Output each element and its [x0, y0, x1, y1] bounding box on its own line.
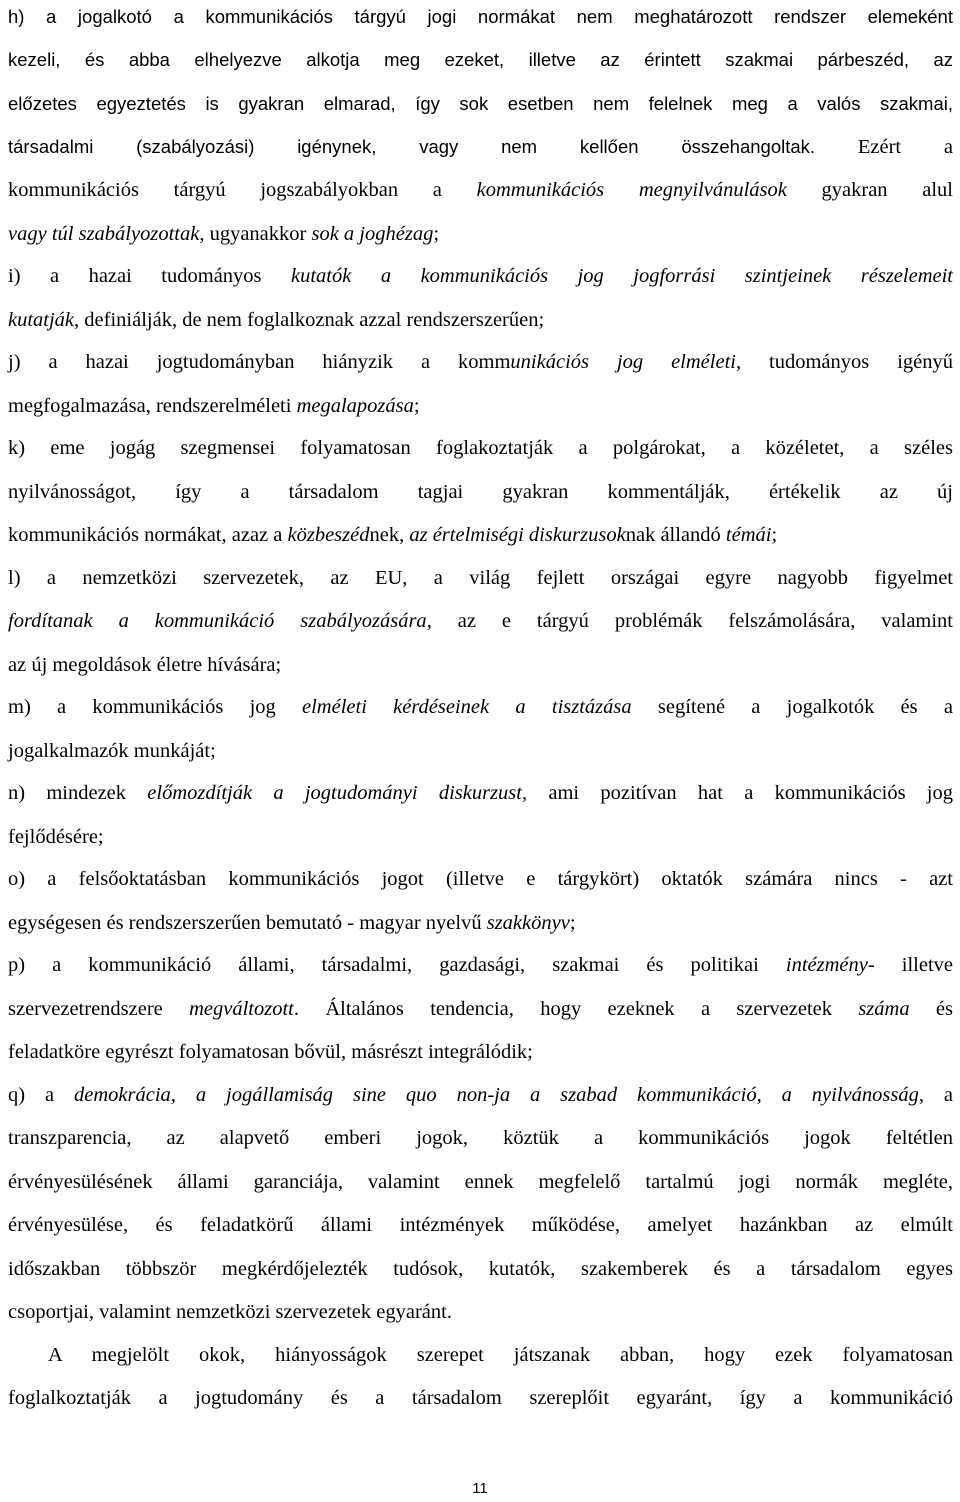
text-line: [8, 1257, 953, 1281]
text-line: [8, 480, 953, 504]
text-run: o) a felsőoktatásban kommunikációs jogot (illetve e tárgykört) oktatók számára nincs - azt: [8, 868, 953, 890]
text-line: [8, 1126, 953, 1150]
italic-text: témái: [725, 524, 772, 546]
text-line: [8, 436, 953, 460]
page-number: 11: [472, 1480, 488, 1497]
text-run: j) a hazai jogtudományban hiányzik a komm: [8, 351, 511, 373]
italic-text: intézmény: [785, 954, 868, 976]
text-run: érvényesülésének állami garanciája, valamint ennek megfelelő tartalmú jogi normák megléte,: [8, 1171, 953, 1193]
text-line: [8, 953, 953, 977]
text-line: [8, 653, 953, 677]
italic-text: száma: [858, 998, 910, 1020]
text-run: m) a kommunikációs jog: [8, 696, 303, 718]
text-line: [8, 92, 953, 116]
text-run: , az e tárgyú problémák felszámolására, valamint: [426, 610, 954, 632]
italic-text: megváltozott: [189, 998, 294, 1020]
text-run: l) a nemzetközi szervezetek, az EU, a világ fejlett országai egyre nagyobb figyelmet: [8, 567, 953, 589]
text-run: megfogalmazása, rendszerelméleti: [8, 395, 297, 417]
italic-text: szakkönyv: [486, 912, 570, 934]
text-run: csoportjai, valamint nemzetközi szervezetek egyaránt.: [8, 1301, 452, 1323]
text-line: [8, 997, 953, 1021]
text-line: [8, 695, 953, 719]
text-line: [8, 609, 953, 633]
text-run: , a: [918, 1084, 953, 1106]
text-line: [8, 739, 953, 763]
text-line: [8, 308, 953, 332]
text-run: . Általános tendencia, hogy ezeknek a szervezetek: [293, 998, 859, 1020]
text-run: ;: [771, 524, 778, 546]
text-run: nyilvánosságot, így a társadalom tagjai gyakran kommentálják, értékelik az új: [8, 481, 953, 503]
text-line: [8, 222, 953, 246]
text-run: kezeli, és abba elhelyezve alkotja meg ezeket, illetve az érintett szakmai párbeszéd, az: [8, 49, 953, 70]
italic-text: fordítanak a kommunikáció szabályozására: [8, 610, 427, 632]
text-line: [8, 1300, 953, 1324]
text-line: [8, 1343, 953, 1367]
text-run: , ami pozitívan hat a kommunikációs jog: [521, 782, 953, 804]
italic-text: az értelmiségi diskurzusok: [409, 524, 626, 546]
text-run: ;: [413, 395, 420, 417]
text-line: [8, 825, 953, 849]
text-run: jogalkalmazók munkáját;: [8, 740, 216, 762]
text-run: - illetve: [867, 954, 953, 976]
italic-text: kutatók a kommunikációs jog jogforrási szintjeinek részelemeit: [291, 265, 953, 287]
text-line: [8, 566, 953, 590]
text-run: gyakran alul: [786, 179, 953, 201]
text-run: kommunikációs tárgyú jogszabályokban a: [8, 179, 477, 201]
italic-text: unikációs jog elméleti,: [510, 351, 742, 373]
text-run: n) mindezek: [8, 782, 148, 804]
text-line: [8, 135, 953, 159]
text-run: fejlődésére;: [8, 826, 104, 848]
text-run: nak állandó: [625, 524, 726, 546]
text-line: [8, 264, 953, 288]
text-run: segítené a jogalkotók és a: [631, 696, 953, 718]
text-run: és: [909, 998, 953, 1020]
text-run: feladatköre egyrészt folyamatosan bővül, másrészt integrálódik;: [8, 1041, 533, 1063]
text-run: A megjelölt okok, hiányosságok szerepet játszanak abban, hogy ezek folyamatosan: [48, 1344, 953, 1366]
italic-text: elméleti kérdéseinek a tisztázása: [302, 696, 632, 718]
text-line: [8, 178, 953, 202]
text-line: [8, 1083, 953, 1107]
text-run: , definiálják, de nem foglalkoznak azzal rendszerszerűen;: [74, 309, 545, 331]
text-run: p) a kommunikáció állami, társadalmi, gazdasági, szakmai és politikai: [8, 954, 786, 976]
text-line: [8, 781, 953, 805]
text-run: ;: [433, 223, 440, 245]
text-run: h) a jogalkotó a kommunikációs tárgyú jogi normákat nem meghatározott rendszer elemeként: [8, 6, 953, 27]
text-run: foglalkoztatják a jogtudomány és a társadalom szereplőit egyaránt, így a kommunikáció: [8, 1387, 953, 1409]
italic-text: sok a joghézag: [311, 223, 434, 245]
text-run: q) a: [8, 1084, 75, 1106]
italic-text: előmozdítják a jogtudományi diskurzust: [147, 782, 522, 804]
text-run: nek,: [369, 524, 410, 546]
text-run: időszakban többször megkérdőjelezték tudósok, kutatók, szakemberek és a társadalom egyes: [8, 1258, 953, 1280]
text-run: ;: [569, 912, 576, 934]
text-line: [8, 523, 953, 547]
text-line: [8, 5, 953, 29]
text-line: [8, 394, 953, 418]
text-run: k) eme jogág szegmensei folyamatosan foglakoztatják a polgárokat, a közéletet, a széles: [8, 437, 953, 459]
text-run: társadalmi (szabályozási) igénynek, vagy nem kellően összehangoltak.: [8, 136, 858, 157]
text-line: [8, 1040, 953, 1064]
text-line: [8, 350, 953, 374]
italic-text: vagy túl szabályozottak: [8, 223, 200, 245]
text-line: [8, 48, 953, 72]
text-run: előzetes egyeztetés is gyakran elmarad, így sok esetben nem felelnek meg a valós szakmai,: [8, 93, 953, 114]
text-run: Ezért a: [857, 136, 953, 158]
text-run: i) a hazai tudományos: [8, 265, 292, 287]
text-line: [8, 911, 953, 935]
text-run: transzparencia, az alapvető emberi jogok, köztük a kommunikációs jogok feltétlen: [8, 1127, 953, 1149]
text-line: [8, 1213, 953, 1237]
italic-text: demokrácia, a jogállamiság sine quo non-ja a szabad kommunikáció, a nyilvánosság: [74, 1084, 919, 1106]
text-run: szervezetrendszere: [8, 998, 190, 1020]
text-run: , ugyanakkor: [199, 223, 312, 245]
text-run: kommunikációs normákat, azaz a: [8, 524, 288, 546]
italic-text: megalapozása: [296, 395, 414, 417]
italic-text: közbeszéd: [287, 524, 370, 546]
text-run: egységesen és rendszerszerűen bemutató - magyar nyelvű: [8, 912, 487, 934]
italic-text: kutatják: [8, 309, 75, 331]
text-line: [8, 867, 953, 891]
text-line: [8, 1386, 953, 1410]
text-line: [8, 1170, 953, 1194]
italic-text: kommunikációs megnyilvánulások: [476, 179, 787, 201]
text-run: az új megoldások életre hívására;: [8, 654, 282, 676]
text-run: érvényesülése, és feladatkörű állami intézmények működése, amelyet hazánkban az elmúlt: [8, 1214, 953, 1236]
text-run: tudományos igényű: [741, 351, 953, 373]
